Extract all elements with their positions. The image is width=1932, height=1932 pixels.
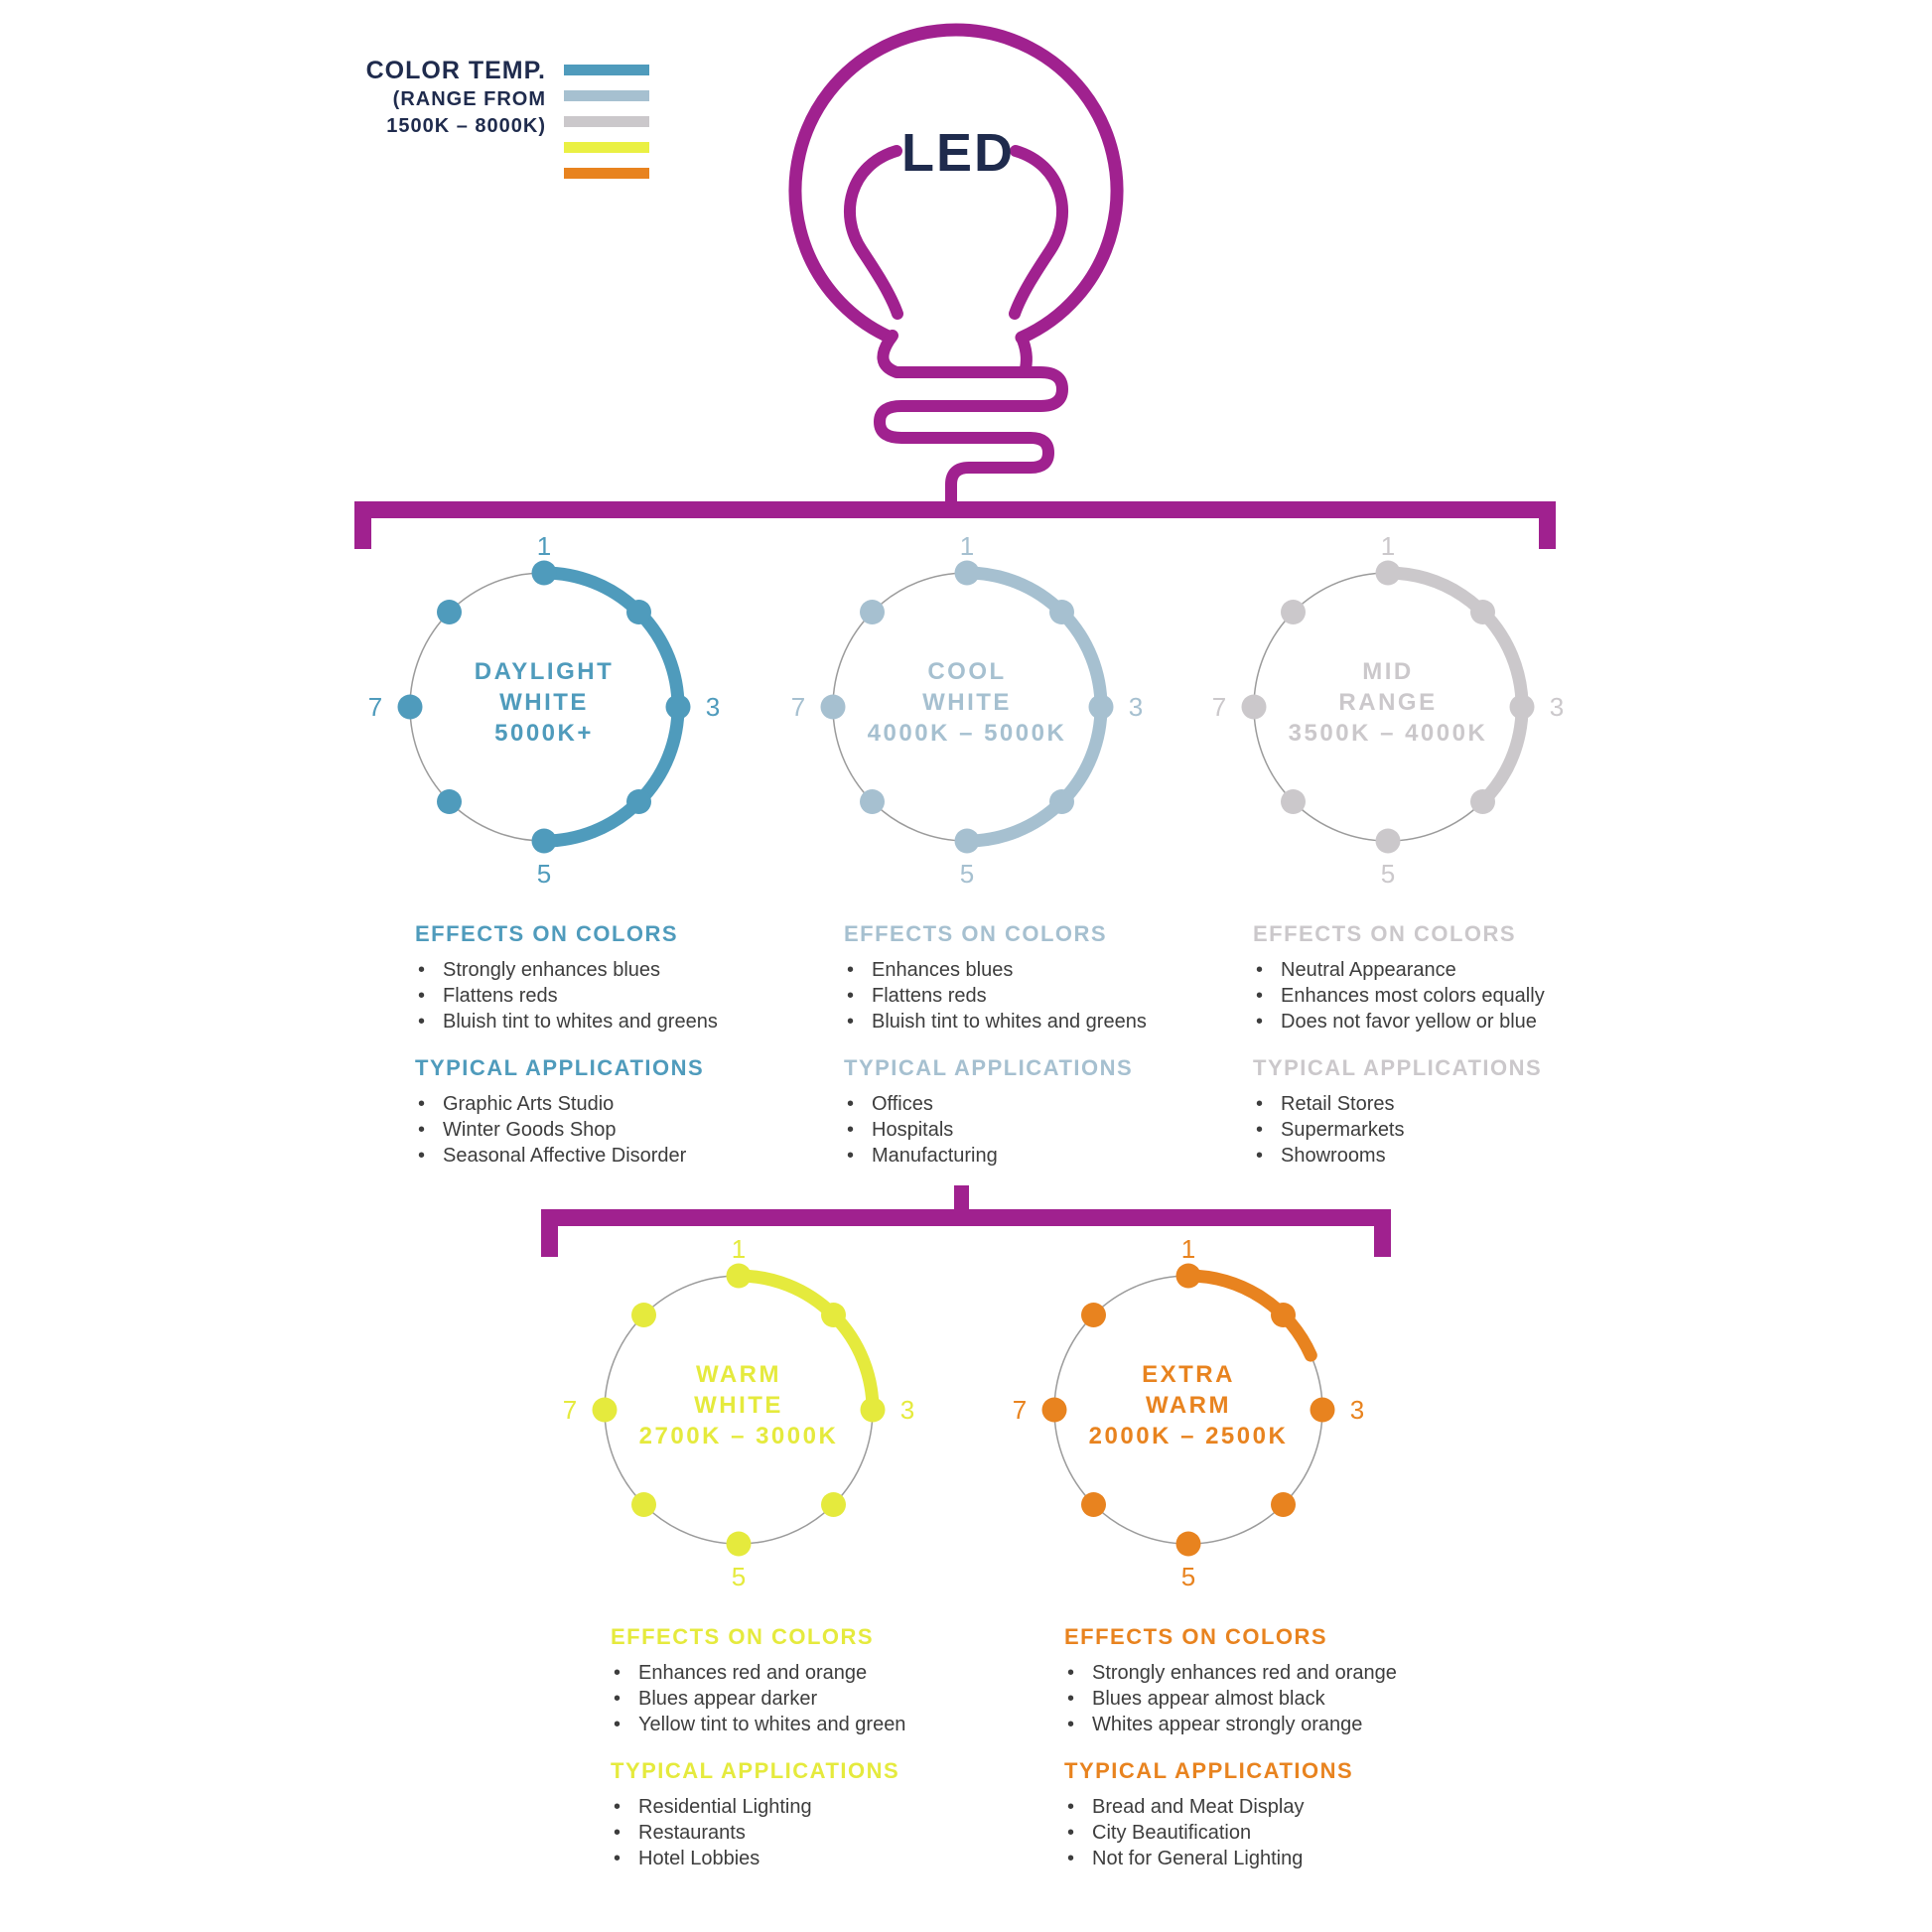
led-bulb-illustration — [745, 18, 1172, 509]
dial-dot-8 — [860, 600, 885, 624]
dial-dot-5 — [1376, 829, 1401, 854]
tick-label-7: 7 — [562, 1395, 578, 1425]
tick-label-7: 7 — [1211, 692, 1227, 722]
legend-subtitle-line2: 1500K – 8000K) — [386, 115, 546, 137]
dial-dot-1 — [532, 561, 557, 586]
dial-dot-6 — [860, 789, 885, 814]
tick-label-3: 3 — [1349, 1395, 1365, 1425]
dial-cool-white — [768, 508, 1166, 905]
dial-center-line-1: DAYLIGHT — [474, 658, 615, 685]
bulb-neck-right — [1022, 338, 1027, 368]
applications-item-3: • Seasonal Affective Disorder — [415, 1143, 862, 1169]
applications-item-1: • Offices — [844, 1091, 1291, 1117]
effects-item-2: • Flattens reds — [844, 983, 1291, 1009]
applications-heading-cool-white: TYPICAL APPLICATIONS — [844, 1055, 1134, 1080]
tick-label-1: 1 — [731, 1234, 747, 1264]
dial-center-line-2: WARM — [1146, 1392, 1231, 1419]
dial-dot-3 — [1089, 695, 1114, 720]
dial-mid-range — [1189, 508, 1587, 905]
dial-range-arc — [1388, 573, 1522, 802]
dial-dot-2 — [1271, 1303, 1296, 1327]
applications-item-3: • Showrooms — [1253, 1143, 1700, 1169]
dial-dot-5 — [1176, 1532, 1201, 1557]
applications-item-1: • Bread and Meat Display — [1064, 1794, 1511, 1820]
dial-dot-5 — [727, 1532, 752, 1557]
tick-label-7: 7 — [1012, 1395, 1028, 1425]
effects-item-3: • Yellow tint to whites and green — [611, 1712, 1057, 1737]
legend-title: COLOR TEMP. — [365, 57, 546, 84]
dial-dot-6 — [1281, 789, 1306, 814]
effects-item-1: • Neutral Appearance — [1253, 957, 1700, 983]
dial-center-line-3: 3500K – 4000K — [1288, 720, 1488, 747]
dial-range-arc — [739, 1276, 873, 1410]
effects-item-3: • Whites appear strongly orange — [1064, 1712, 1511, 1737]
applications-item-3: • Manufacturing — [844, 1143, 1291, 1169]
dial-svg-cool-white — [768, 508, 1166, 905]
dial-center-line-2: WHITE — [499, 689, 589, 716]
legend-text — [288, 55, 546, 140]
dial-dot-1 — [1176, 1264, 1201, 1289]
tick-label-5: 5 — [959, 859, 975, 889]
dial-center-line-2: RANGE — [1338, 689, 1438, 716]
legend-subtitle-line1: (RANGE FROM — [392, 88, 546, 110]
applications-item-1: • Retail Stores — [1253, 1091, 1700, 1117]
tick-label-5: 5 — [1380, 859, 1396, 889]
tick-label-1: 1 — [1380, 531, 1396, 561]
effects-list-mid-range — [1253, 957, 1700, 1035]
dial-dot-3 — [1311, 1398, 1335, 1423]
dial-center-line-3: 4000K – 5000K — [867, 720, 1067, 747]
legend-swatch-warm-white — [564, 142, 649, 153]
dial-center-line-1: COOL — [927, 658, 1007, 685]
effects-item-2: • Blues appear darker — [611, 1686, 1057, 1712]
dial-center-line-2: WHITE — [922, 689, 1012, 716]
dial-dot-2 — [1049, 600, 1074, 624]
tick-label-3: 3 — [1549, 692, 1565, 722]
dial-extra-warm — [990, 1211, 1387, 1608]
effects-list-extra-warm — [1064, 1660, 1511, 1737]
effects-item-2: • Flattens reds — [415, 983, 862, 1009]
dial-dot-8 — [1081, 1303, 1106, 1327]
tick-label-1: 1 — [536, 531, 552, 561]
effects-heading-daylight-white: EFFECTS ON COLORS — [415, 921, 679, 946]
applications-item-3: • Hotel Lobbies — [611, 1846, 1057, 1871]
dial-dot-7 — [1042, 1398, 1067, 1423]
dial-daylight-white — [345, 508, 743, 905]
legend-swatch-daylight-white — [564, 65, 649, 75]
effects-item-2: • Enhances most colors equally — [1253, 983, 1700, 1009]
info-column-extra-warm — [1064, 1624, 1511, 1892]
effects-heading-extra-warm: EFFECTS ON COLORS — [1064, 1624, 1328, 1649]
applications-item-2: • Winter Goods Shop — [415, 1117, 862, 1143]
applications-list-warm-white — [611, 1794, 1057, 1871]
dial-dot-6 — [1081, 1492, 1106, 1517]
tick-label-5: 5 — [1180, 1562, 1196, 1591]
led-label: LED — [901, 123, 1015, 183]
applications-item-2: • Restaurants — [611, 1820, 1057, 1846]
bulb-filament-squiggle — [880, 336, 1062, 503]
legend-swatch-column — [564, 55, 649, 194]
effects-item-3: • Bluish tint to whites and greens — [415, 1009, 862, 1035]
effects-heading-warm-white: EFFECTS ON COLORS — [611, 1624, 875, 1649]
effects-item-3: • Bluish tint to whites and greens — [844, 1009, 1291, 1035]
info-column-warm-white — [611, 1624, 1057, 1892]
color-temp-legend — [288, 55, 649, 194]
dial-dot-2 — [1470, 600, 1495, 624]
applications-heading-warm-white: TYPICAL APPLICATIONS — [611, 1758, 900, 1783]
dial-center-line-3: 5000K+ — [494, 720, 594, 747]
dial-svg-mid-range — [1189, 508, 1587, 905]
applications-item-1: • Graphic Arts Studio — [415, 1091, 862, 1117]
info-column-cool-white — [844, 921, 1291, 1189]
dial-dot-5 — [955, 829, 980, 854]
tick-label-5: 5 — [731, 1562, 747, 1591]
tick-label-3: 3 — [705, 692, 721, 722]
dial-dot-4 — [821, 1492, 846, 1517]
dial-dot-4 — [1470, 789, 1495, 814]
dial-dot-2 — [821, 1303, 846, 1327]
applications-item-2: • Supermarkets — [1253, 1117, 1700, 1143]
effects-list-warm-white — [611, 1660, 1057, 1737]
dial-svg-warm-white — [540, 1211, 937, 1608]
dial-dot-1 — [1376, 561, 1401, 586]
dial-dot-6 — [437, 789, 462, 814]
dial-dot-4 — [626, 789, 651, 814]
dial-svg-daylight-white — [345, 508, 743, 905]
dial-center-line-3: 2000K – 2500K — [1088, 1423, 1289, 1449]
legend-swatch-mid-range — [564, 116, 649, 127]
applications-heading-mid-range: TYPICAL APPLICATIONS — [1253, 1055, 1543, 1080]
effects-item-1: • Enhances red and orange — [611, 1660, 1057, 1686]
dial-warm-white — [540, 1211, 937, 1608]
dial-dot-6 — [631, 1492, 656, 1517]
dial-dot-7 — [398, 695, 423, 720]
bulb-outline — [795, 30, 1117, 338]
tick-label-1: 1 — [1180, 1234, 1196, 1264]
dial-dot-7 — [593, 1398, 618, 1423]
dial-dot-3 — [666, 695, 691, 720]
dial-svg-extra-warm — [990, 1211, 1387, 1608]
tick-label-1: 1 — [959, 531, 975, 561]
effects-item-1: • Enhances blues — [844, 957, 1291, 983]
dial-center-line-1: MID — [1362, 658, 1414, 685]
effects-item-1: • Strongly enhances blues — [415, 957, 862, 983]
dial-dot-5 — [532, 829, 557, 854]
applications-heading-daylight-white: TYPICAL APPLICATIONS — [415, 1055, 705, 1080]
tick-label-7: 7 — [790, 692, 806, 722]
applications-list-daylight-white — [415, 1091, 862, 1169]
applications-item-2: • Hospitals — [844, 1117, 1291, 1143]
effects-item-3: • Does not favor yellow or blue — [1253, 1009, 1700, 1035]
applications-list-extra-warm — [1064, 1794, 1511, 1871]
dial-dot-3 — [1510, 695, 1535, 720]
dial-center-line-3: 2700K – 3000K — [638, 1423, 839, 1449]
bulb-filament-left — [850, 151, 897, 314]
info-column-mid-range — [1253, 921, 1700, 1189]
applications-item-3: • Not for General Lighting — [1064, 1846, 1511, 1871]
dial-dot-1 — [955, 561, 980, 586]
effects-heading-mid-range: EFFECTS ON COLORS — [1253, 921, 1517, 946]
dial-center-line-2: WHITE — [694, 1392, 783, 1419]
tick-label-7: 7 — [367, 692, 383, 722]
effects-item-2: • Blues appear almost black — [1064, 1686, 1511, 1712]
effects-list-cool-white — [844, 957, 1291, 1035]
dial-center-line-1: WARM — [696, 1361, 781, 1388]
legend-swatch-extra-warm — [564, 168, 649, 179]
effects-item-1: • Strongly enhances red and orange — [1064, 1660, 1511, 1686]
dial-dot-8 — [631, 1303, 656, 1327]
dial-dot-7 — [1242, 695, 1267, 720]
legend-swatch-cool-white — [564, 90, 649, 101]
dial-dot-1 — [727, 1264, 752, 1289]
applications-heading-extra-warm: TYPICAL APPLICATIONS — [1064, 1758, 1354, 1783]
dial-dot-8 — [437, 600, 462, 624]
dial-dot-3 — [861, 1398, 886, 1423]
dial-center-line-1: EXTRA — [1142, 1361, 1235, 1388]
tick-label-3: 3 — [1128, 692, 1144, 722]
bulb-filament-right — [1015, 151, 1062, 314]
tick-label-3: 3 — [899, 1395, 915, 1425]
applications-item-2: • City Beautification — [1064, 1820, 1511, 1846]
effects-list-daylight-white — [415, 957, 862, 1035]
dial-dot-4 — [1049, 789, 1074, 814]
info-column-daylight-white — [415, 921, 862, 1189]
applications-list-cool-white — [844, 1091, 1291, 1169]
dial-dot-8 — [1281, 600, 1306, 624]
dial-dot-7 — [821, 695, 846, 720]
applications-item-1: • Residential Lighting — [611, 1794, 1057, 1820]
dial-dot-4 — [1271, 1492, 1296, 1517]
dial-dot-2 — [626, 600, 651, 624]
applications-list-mid-range — [1253, 1091, 1700, 1169]
effects-heading-cool-white: EFFECTS ON COLORS — [844, 921, 1108, 946]
tick-label-5: 5 — [536, 859, 552, 889]
